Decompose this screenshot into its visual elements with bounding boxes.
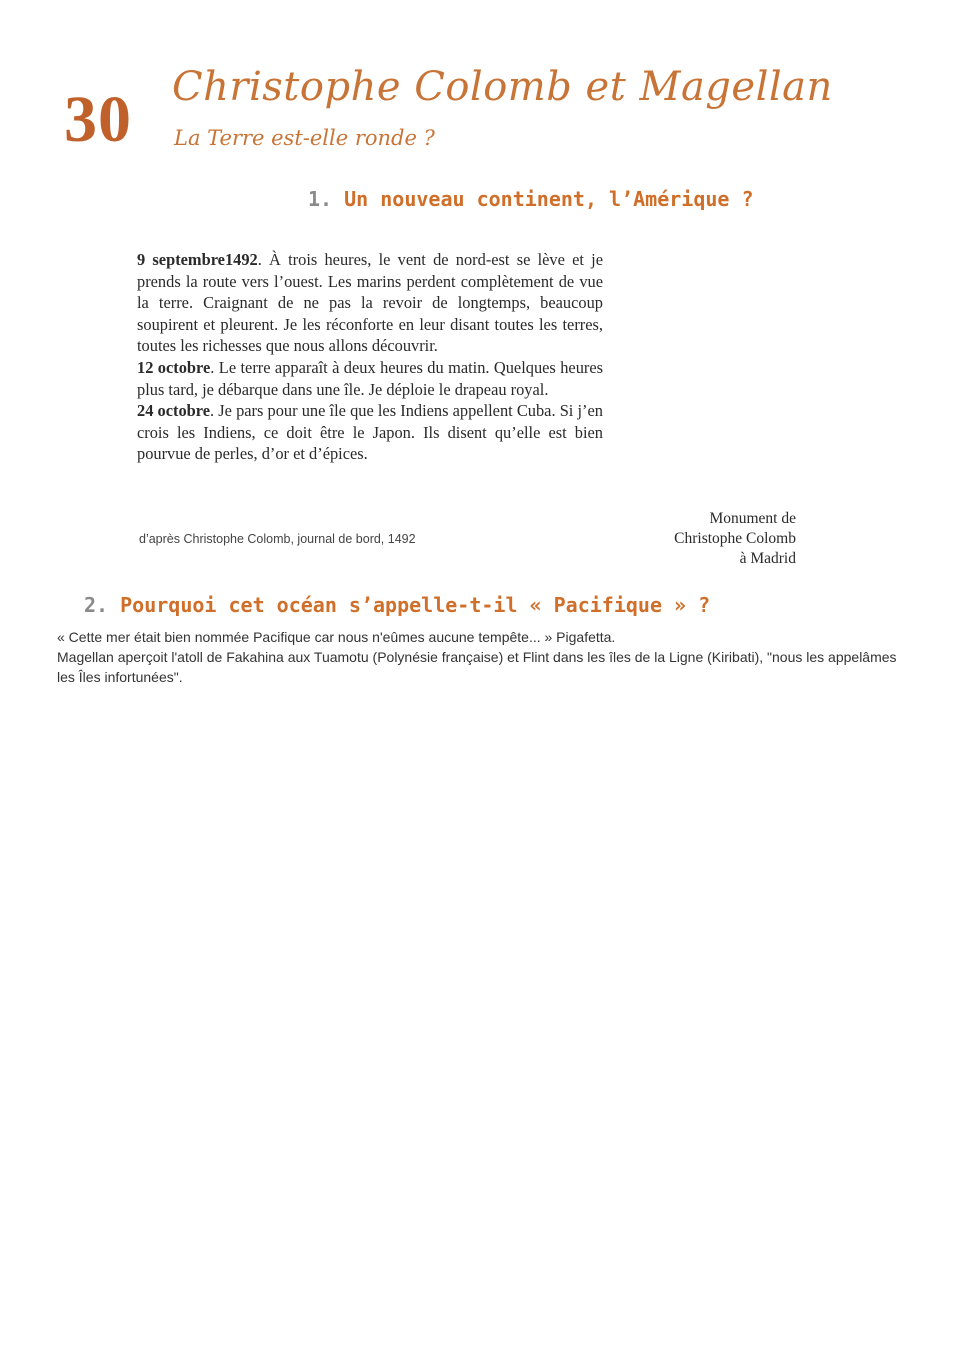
journal-entry <box>137 357 603 400</box>
journal-entry-text: . Le terre apparaît à deux heures du matin. Quelques heures plus tard, je débarque dans une île. Je déploie le drapeau royal. <box>137 357 603 399</box>
lesson-number: 30 <box>64 83 132 156</box>
caption-line: à Madrid <box>739 550 796 567</box>
journal-excerpt <box>137 249 603 465</box>
caption-line: Monument de <box>709 510 796 527</box>
journal-entry <box>137 249 603 357</box>
journal-entry-text: . À trois heures, le vent de nord-est se lève et je prends la route vers l’ouest. Les marins perdent complètement de vue la terre. Craignant de ne pas la revoir de longtemps, beaucoup soupirent et pleurent. Je les réconforte en leur disant toutes les terres, toutes les richesses que nous allons découvrir. <box>137 250 603 356</box>
section-1-title: Un nouveau continent, l’Amérique ? <box>344 187 754 211</box>
journal-entry-text: . Je pars pour une île que les Indiens appellent Cuba. Si j’en crois les Indiens, ce doit être le Japon. Ils disent qu’elle est bien pourvue de perles, d’or et d’épices. <box>137 401 603 464</box>
section-2-heading <box>84 592 710 618</box>
pigafetta-quote: « Cette mer était bien nommée Pacifique car nous n'eûmes aucune tempête... » Pigafetta. <box>57 629 616 645</box>
journal-entry-date: 9 septembre1492 <box>137 250 258 269</box>
journal-entry-date: 24 octobre <box>137 401 211 421</box>
journal-entry-date: 12 octobre <box>137 357 211 377</box>
section-2-number: 2. <box>84 593 109 617</box>
section-1-heading <box>308 186 754 212</box>
section-2-title: Pourquoi cet océan s’appelle-t-il « Pacifique » ? <box>120 593 711 617</box>
caption-line: Christophe Colomb <box>674 530 796 547</box>
page-subtitle: La Terre est-elle ronde ? <box>174 126 435 150</box>
magellan-text: Magellan aperçoit l'atoll de Fakahina aux Tuamotu (Polynésie française) et Flint dans les îles de la Ligne (Kiribati), "nous les appelâmes les Îles infortunées". <box>57 649 897 685</box>
section-1-number: 1. <box>308 187 333 211</box>
section-2-body <box>57 627 907 687</box>
journal-entry <box>137 400 603 465</box>
page-title: Christophe Colomb et Magellan <box>172 64 833 110</box>
monument-caption <box>674 509 796 569</box>
journal-source: d’après Christophe Colomb, journal de bord, 1492 <box>139 532 416 546</box>
